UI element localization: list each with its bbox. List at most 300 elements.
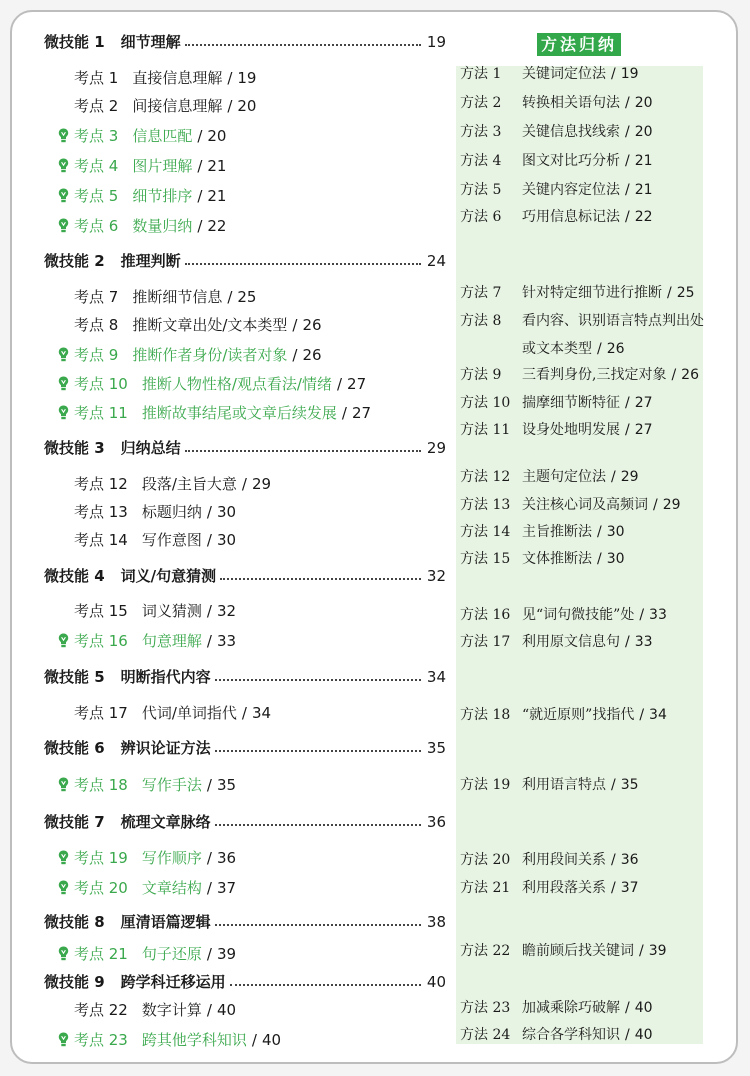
method-item[interactable]	[460, 283, 695, 303]
page-number: 32	[216, 602, 237, 620]
separator: /	[597, 551, 602, 567]
method-title: 关键内容定位法	[522, 182, 620, 198]
page-number: 40	[634, 1027, 653, 1043]
icon-slot	[58, 631, 74, 651]
separator: /	[625, 209, 630, 225]
exam-point-title: 代词/单词指代	[141, 704, 237, 722]
method-title: 文体推断法	[522, 551, 592, 567]
separator: /	[625, 422, 630, 438]
separator: /	[206, 776, 212, 794]
method-item[interactable]	[460, 122, 653, 142]
page-number: 34	[251, 704, 272, 722]
exam-point-title: 句意理解	[141, 632, 202, 650]
method-title: 揣摩细节断特征	[522, 395, 620, 411]
exam-point-title: 推断文章出处/文本类型	[132, 316, 288, 334]
exam-point-item[interactable]	[58, 68, 256, 88]
method-title: 关注核心词及高频词	[522, 497, 648, 513]
method-label: 方法 3	[460, 124, 502, 140]
page-number: 27	[634, 422, 653, 438]
icon-slot	[58, 126, 74, 146]
lightbulb-icon	[58, 1032, 69, 1047]
exam-point-title: 推断作者身份/读者对象	[132, 346, 288, 364]
icon-slot	[58, 775, 74, 795]
page-number: 34	[426, 668, 446, 686]
skill-heading[interactable]	[44, 667, 446, 687]
exam-point-label: 考点 16	[74, 632, 128, 650]
method-label: 方法 15	[460, 551, 511, 567]
exam-point-label: 考点 19	[74, 849, 128, 867]
page-number: 27	[347, 375, 367, 393]
exam-point-label: 考点 11	[74, 404, 128, 422]
exam-point-title: 句子还原	[141, 945, 202, 963]
lightbulb-icon	[58, 347, 69, 362]
exam-point-title: 图片理解	[132, 157, 193, 175]
method-item[interactable]	[460, 365, 699, 385]
dot-leader	[215, 924, 421, 926]
exam-point-title: 细节排序	[132, 187, 193, 205]
separator: /	[206, 602, 212, 620]
page-number: 21	[207, 187, 227, 205]
skill-title: 梳理文章脉络	[120, 813, 211, 831]
separator: /	[206, 503, 212, 521]
exam-point-title: 段落/主旨大意	[141, 475, 237, 493]
method-title: 利用原文信息句	[522, 634, 620, 650]
separator: /	[292, 316, 298, 334]
separator: /	[667, 285, 672, 301]
method-item[interactable]	[460, 93, 653, 113]
method-item[interactable]	[460, 605, 667, 625]
exam-point-item[interactable]	[58, 631, 236, 651]
exam-point-label: 考点 14	[74, 531, 128, 549]
separator: /	[639, 943, 644, 959]
skill-number: 微技能 4	[44, 567, 105, 585]
method-title: 瞻前顾后找关键词	[522, 943, 634, 959]
page-number: 21	[634, 153, 653, 169]
separator: /	[611, 852, 616, 868]
method-label: 方法 11	[460, 422, 511, 438]
page-number: 37	[216, 879, 237, 897]
method-item[interactable]	[460, 393, 653, 413]
exam-point-label: 考点 20	[74, 879, 128, 897]
page-number: 38	[426, 913, 446, 931]
skill-number: 微技能 3	[44, 439, 105, 457]
page-number: 33	[216, 632, 237, 650]
exam-point-title: 推断故事结尾或文章后续发展	[141, 404, 337, 422]
exam-point-item[interactable]	[58, 1030, 281, 1050]
page-number: 25	[676, 285, 695, 301]
methods-panel-title: 方法归纳	[537, 33, 621, 56]
separator: /	[241, 475, 247, 493]
icon-slot	[58, 156, 74, 176]
exam-point-item[interactable]	[58, 156, 226, 176]
dot-leader	[215, 824, 421, 826]
page-number: 40	[261, 1031, 282, 1049]
method-item[interactable]	[460, 207, 653, 227]
lightbulb-icon	[58, 218, 69, 233]
dot-leader	[215, 750, 421, 752]
page-number: 29	[620, 469, 639, 485]
exam-point-title: 写作顺序	[141, 849, 202, 867]
skill-title: 细节理解	[120, 33, 181, 51]
exam-point-item[interactable]	[58, 703, 271, 723]
exam-point-title: 推断人物性格/观点看法/情绪	[141, 375, 332, 393]
exam-point-item[interactable]	[58, 944, 236, 964]
skill-heading[interactable]	[44, 251, 446, 271]
method-label: 方法 13	[460, 497, 511, 513]
exam-point-item[interactable]	[58, 126, 226, 146]
separator: /	[227, 288, 233, 306]
lightbulb-icon	[58, 633, 69, 648]
method-title: 巧用信息标记法	[522, 209, 620, 225]
exam-point-label: 考点 7	[74, 288, 119, 306]
method-title-continued: 或文本类型	[522, 341, 592, 357]
skill-number: 微技能 9	[44, 973, 105, 991]
method-title: 利用语言特点	[522, 777, 606, 793]
method-label: 方法 22	[460, 943, 511, 959]
lightbulb-icon	[58, 777, 69, 792]
page-number: 21	[207, 157, 227, 175]
lightbulb-icon	[58, 188, 69, 203]
page-number: 26	[302, 346, 322, 364]
method-label: 方法 8	[460, 313, 502, 329]
page-number: 19	[620, 66, 639, 82]
method-item[interactable]	[460, 850, 639, 870]
method-title: 看内容、识别语言特点判出处	[522, 313, 704, 329]
separator: /	[206, 945, 212, 963]
page-number: 40	[426, 973, 446, 991]
lightbulb-icon	[58, 158, 69, 173]
page-number: 20	[207, 127, 227, 145]
method-label: 方法 24	[460, 1027, 511, 1043]
separator: /	[197, 187, 203, 205]
exam-point-item[interactable]	[58, 1000, 236, 1020]
separator: /	[241, 704, 247, 722]
method-item[interactable]	[460, 705, 667, 725]
dot-leader	[185, 263, 421, 265]
skill-heading[interactable]	[44, 32, 446, 52]
exam-point-label: 考点 21	[74, 945, 128, 963]
exam-point-title: 标题归纳	[141, 503, 202, 521]
page-number: 30	[216, 503, 237, 521]
skill-heading[interactable]	[44, 812, 446, 832]
method-label: 方法 5	[460, 182, 502, 198]
exam-point-item[interactable]	[58, 287, 256, 307]
page-number: 21	[634, 182, 653, 198]
page-number: 37	[620, 880, 639, 896]
skill-number: 微技能 6	[44, 739, 105, 757]
page-number: 22	[634, 209, 653, 225]
method-item[interactable]	[460, 632, 653, 652]
page-number: 24	[426, 252, 446, 270]
method-item[interactable]	[460, 998, 653, 1018]
page-number: 39	[648, 943, 667, 959]
separator: /	[227, 97, 233, 115]
exam-point-title: 信息匹配	[132, 127, 193, 145]
method-item[interactable]	[460, 311, 704, 331]
separator: /	[625, 95, 630, 111]
exam-point-label: 考点 15	[74, 602, 128, 620]
page-number: 19	[426, 33, 446, 51]
dot-leader	[185, 450, 421, 452]
exam-point-item[interactable]	[58, 216, 226, 236]
separator: /	[206, 531, 212, 549]
page-number: 20	[634, 124, 653, 140]
skill-title: 跨学科迁移运用	[120, 973, 226, 991]
exam-point-label: 考点 2	[74, 97, 119, 115]
method-label: 方法 9	[460, 367, 502, 383]
separator: /	[625, 634, 630, 650]
page-number: 40	[216, 1001, 237, 1019]
page-number: 26	[681, 367, 699, 383]
exam-point-item[interactable]	[58, 345, 322, 365]
page-number: 33	[634, 634, 653, 650]
separator: /	[336, 375, 343, 393]
separator: /	[197, 127, 203, 145]
page-number: 27	[634, 395, 653, 411]
method-item[interactable]	[460, 522, 625, 542]
page-number: 35	[216, 776, 237, 794]
method-label: 方法 21	[460, 880, 511, 896]
dot-leader	[215, 679, 421, 681]
separator: /	[206, 632, 212, 650]
separator: /	[341, 404, 347, 422]
exam-point-label: 考点 22	[74, 1001, 128, 1019]
skill-number: 微技能 7	[44, 813, 105, 831]
exam-point-item[interactable]	[58, 315, 322, 335]
exam-point-item[interactable]	[58, 374, 366, 394]
separator: /	[292, 346, 298, 364]
separator: /	[639, 707, 645, 723]
method-label: 方法 6	[460, 209, 502, 225]
exam-point-label: 考点 6	[74, 217, 119, 235]
icon-slot	[58, 186, 74, 206]
separator: /	[625, 1000, 630, 1016]
method-title: 利用段间关系	[522, 852, 606, 868]
exam-point-title: 跨其他学科知识	[141, 1031, 247, 1049]
page-number: 26	[606, 341, 625, 357]
separator: /	[611, 66, 616, 82]
exam-point-label: 考点 3	[74, 127, 119, 145]
page-number: 36	[426, 813, 446, 831]
exam-point-item[interactable]	[58, 96, 256, 116]
method-item[interactable]	[460, 878, 639, 898]
method-item-continued	[522, 339, 625, 359]
separator: /	[653, 497, 658, 513]
exam-point-title: 写作手法	[141, 776, 202, 794]
separator: /	[197, 157, 203, 175]
separator: /	[611, 469, 616, 485]
method-title: 转换相关语句法	[522, 95, 620, 111]
page-number: 27	[351, 404, 372, 422]
icon-slot	[58, 848, 74, 868]
exam-point-title: 词义猜测	[141, 602, 202, 620]
exam-point-title: 文章结构	[141, 879, 202, 897]
skill-heading[interactable]	[44, 566, 446, 586]
skill-number: 微技能 8	[44, 913, 105, 931]
lightbulb-icon	[58, 376, 69, 391]
icon-slot	[58, 878, 74, 898]
page-number: 29	[662, 497, 681, 513]
method-label: 方法 4	[460, 153, 502, 169]
method-label: 方法 18	[460, 707, 511, 723]
exam-point-label: 考点 12	[74, 475, 128, 493]
page-number: 30	[606, 551, 625, 567]
page-number: 40	[634, 1000, 653, 1016]
page-number: 36	[216, 849, 237, 867]
exam-point-item[interactable]	[58, 848, 236, 868]
separator: /	[206, 879, 212, 897]
dot-leader	[185, 44, 421, 46]
method-label: 方法 17	[460, 634, 511, 650]
exam-point-label: 考点 9	[74, 346, 119, 364]
page-number: 35	[426, 739, 446, 757]
icon-slot	[58, 345, 74, 365]
method-item[interactable]	[460, 64, 639, 84]
method-item[interactable]	[460, 420, 653, 440]
exam-point-item[interactable]	[58, 601, 236, 621]
page-number: 35	[620, 777, 639, 793]
separator: /	[639, 607, 645, 623]
method-label: 方法 7	[460, 285, 502, 301]
page-number: 36	[620, 852, 639, 868]
method-item[interactable]	[460, 549, 625, 569]
method-title: 利用段落关系	[522, 880, 606, 896]
method-item[interactable]	[460, 775, 639, 795]
exam-point-item[interactable]	[58, 186, 226, 206]
page-number: 20	[634, 95, 653, 111]
method-item[interactable]	[460, 180, 653, 200]
method-label: 方法 23	[460, 1000, 511, 1016]
method-title: 主旨推断法	[522, 524, 592, 540]
separator: /	[206, 849, 212, 867]
page-number: 29	[426, 439, 446, 457]
method-title: 针对特定细节进行推断	[522, 285, 662, 301]
exam-point-label: 考点 13	[74, 503, 128, 521]
exam-point-item[interactable]	[58, 530, 236, 550]
method-title: 设身处地明发展	[522, 422, 620, 438]
method-title: 关键词定位法	[522, 66, 606, 82]
separator: /	[251, 1031, 257, 1049]
exam-point-item[interactable]	[58, 502, 236, 522]
exam-point-label: 考点 17	[74, 704, 128, 722]
dot-leader	[230, 984, 421, 986]
skill-heading[interactable]	[44, 738, 446, 758]
method-label: 方法 14	[460, 524, 511, 540]
separator: /	[597, 524, 602, 540]
lightbulb-icon	[58, 946, 69, 961]
separator: /	[625, 1027, 630, 1043]
lightbulb-icon	[58, 405, 69, 420]
method-label: 方法 20	[460, 852, 511, 868]
method-label: 方法 10	[460, 395, 511, 411]
exam-point-label: 考点 10	[74, 375, 128, 393]
dot-leader	[220, 578, 421, 580]
exam-point-label: 考点 8	[74, 316, 119, 334]
exam-point-label: 考点 18	[74, 776, 128, 794]
skill-title: 词义/句意猜测	[120, 567, 217, 585]
separator: /	[625, 153, 630, 169]
lightbulb-icon	[58, 850, 69, 865]
separator: /	[611, 777, 616, 793]
skill-heading[interactable]	[44, 438, 446, 458]
page-number: 34	[649, 707, 667, 723]
page-number: 19	[237, 69, 257, 87]
method-item[interactable]	[460, 467, 639, 487]
page-number: 33	[649, 607, 667, 623]
skill-heading[interactable]	[44, 972, 446, 992]
skill-title: 推理判断	[120, 252, 181, 270]
method-title: 图文对比巧分析	[522, 153, 620, 169]
page-number: 26	[302, 316, 322, 334]
page-number: 25	[237, 288, 257, 306]
method-title: 主题句定位法	[522, 469, 606, 485]
method-title: 三看判身份,三找定对象	[522, 367, 667, 383]
separator: /	[197, 217, 203, 235]
exam-point-title: 直接信息理解	[132, 69, 223, 87]
method-item[interactable]	[460, 1025, 653, 1045]
exam-point-label: 考点 5	[74, 187, 119, 205]
skill-title: 归纳总结	[120, 439, 181, 457]
exam-point-title: 间接信息理解	[132, 97, 223, 115]
separator: /	[227, 69, 233, 87]
page-number: 20	[237, 97, 257, 115]
skill-heading[interactable]	[44, 912, 446, 932]
method-label: 方法 12	[460, 469, 511, 485]
page-number: 22	[207, 217, 227, 235]
lightbulb-icon	[58, 880, 69, 895]
separator: /	[597, 341, 602, 357]
exam-point-item[interactable]	[58, 878, 236, 898]
icon-slot	[58, 944, 74, 964]
separator: /	[671, 367, 677, 383]
method-item[interactable]	[460, 941, 667, 961]
method-title: “就近原则”找指代	[522, 707, 635, 723]
exam-point-label: 考点 23	[74, 1031, 128, 1049]
exam-point-title: 数字计算	[141, 1001, 202, 1019]
method-title: 关键信息找线索	[522, 124, 620, 140]
page-number: 29	[251, 475, 272, 493]
exam-point-item[interactable]	[58, 775, 236, 795]
exam-point-item[interactable]	[58, 474, 271, 494]
method-label: 方法 19	[460, 777, 511, 793]
icon-slot	[58, 1030, 74, 1050]
separator: /	[611, 880, 616, 896]
method-item[interactable]	[460, 151, 653, 171]
separator: /	[625, 182, 630, 198]
skill-number: 微技能 5	[44, 668, 105, 686]
exam-point-title: 写作意图	[141, 531, 202, 549]
page-number: 30	[606, 524, 625, 540]
skill-title: 辨识论证方法	[120, 739, 211, 757]
method-item[interactable]	[460, 495, 681, 515]
lightbulb-icon	[58, 128, 69, 143]
method-label: 方法 1	[460, 66, 502, 82]
skill-title: 厘清语篇逻辑	[120, 913, 211, 931]
skill-number: 微技能 1	[44, 33, 105, 51]
exam-point-item[interactable]	[58, 403, 371, 423]
skill-title: 明断指代内容	[120, 668, 211, 686]
separator: /	[206, 1001, 212, 1019]
page-number: 39	[216, 945, 237, 963]
icon-slot	[58, 374, 74, 394]
exam-point-label: 考点 4	[74, 157, 119, 175]
method-title: 加减乘除巧破解	[522, 1000, 620, 1016]
icon-slot	[58, 216, 74, 236]
page-number: 30	[216, 531, 237, 549]
method-title: 见“词句微技能”处	[522, 607, 635, 623]
icon-slot	[58, 403, 74, 423]
skill-number: 微技能 2	[44, 252, 105, 270]
